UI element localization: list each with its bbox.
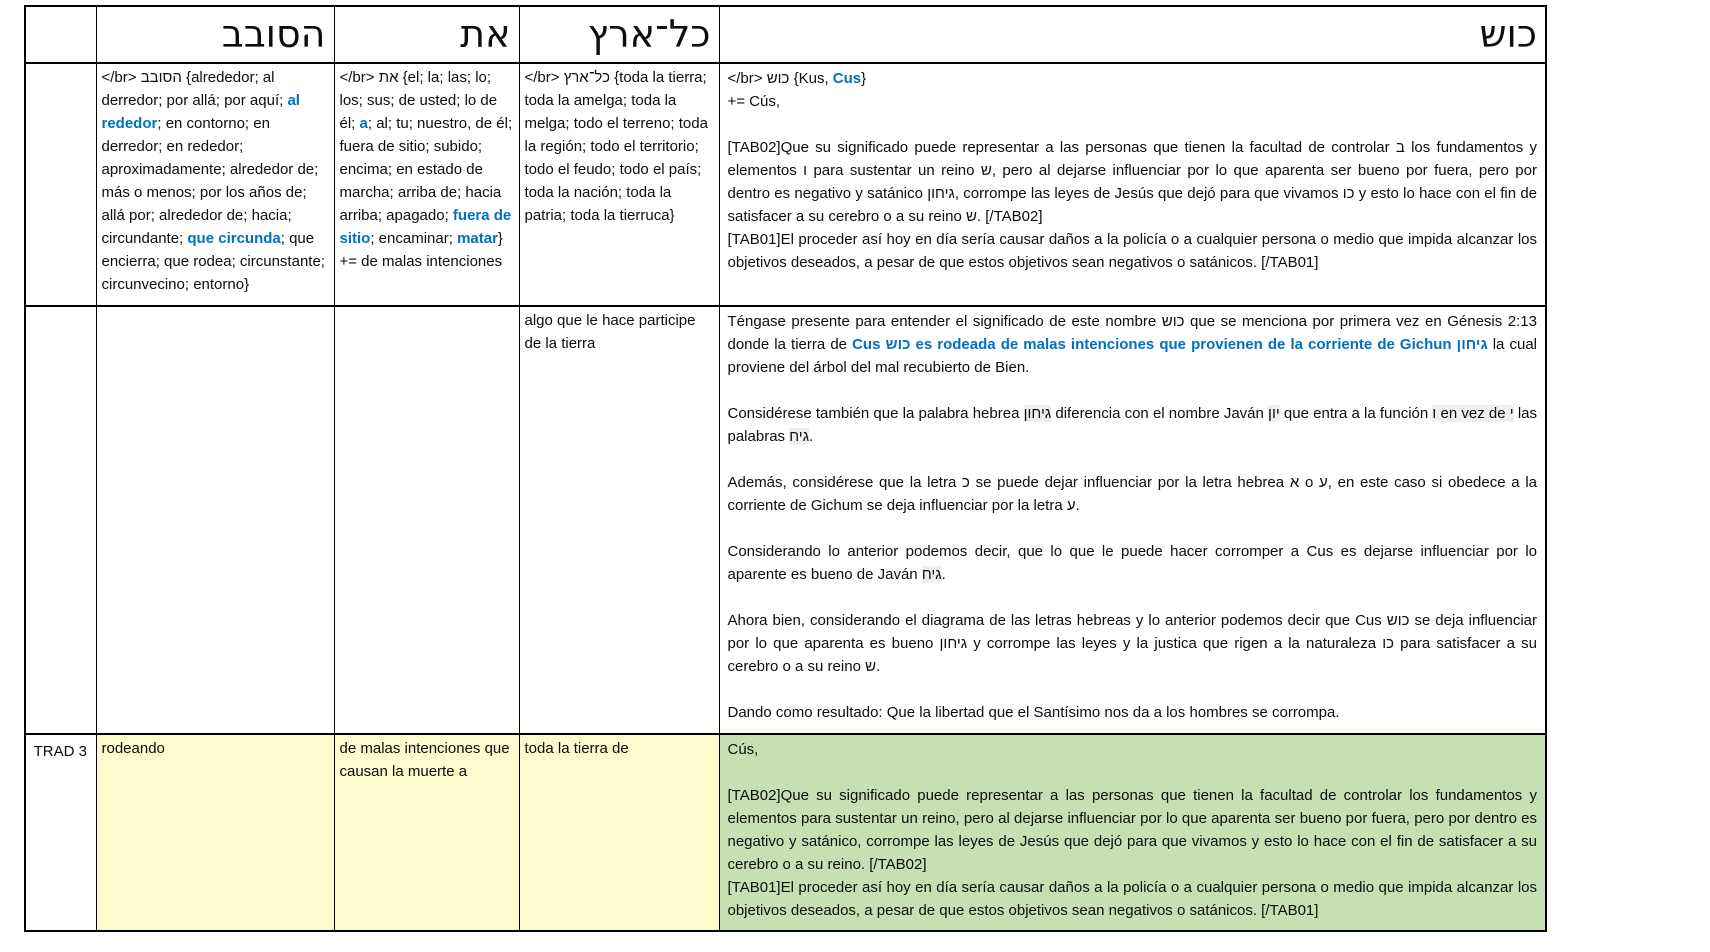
definition-kush-cell: </br> כוש {Kus, Cus} += Cús, [TAB02]Que su significado puede representar a las personas que tienen la facultad de controlar ב los fundamentos y elementos ו para sustentar un reino ש, pero al dejarse influenciar por lo que aparenta ser bueno por fuera, pero por dentro es negativo y satánico גיחון, corrompe las leyes de Jesús que dejó para que vivamos כו y esto lo hace con el fin de satisfacer a su cerebro o a su reino ש. [/TAB02] [TAB01]El proceder así hoy en día sería causar daños a la policía o a cualquier persona o medio que impida alcanzar los objetivos deseados, a pesar de que estos objetivos sean negativos o satánicos. [/TAB01] [719, 63, 1546, 306]
header-row [25, 6, 1546, 63]
definition-et-cell: </br> את {el; la; las; lo; los; sus; de usted; lo de él; a; al; tu; nuestro, de él; fuera de sitio; subido; encima; en estado de marcha; arriba de; hacia arriba; apagado; fuera de sitio; encaminar; matar} += de malas intenciones [334, 63, 519, 306]
definitions-label-cell [25, 63, 96, 306]
header-hasovev: הסובב [96, 6, 334, 63]
trad3-hasovev-cell: rodeando [96, 734, 334, 931]
commentary-row [25, 306, 1546, 734]
header-et: את [334, 6, 519, 63]
commentary-et-cell [334, 306, 519, 734]
definition-kol-aretz-cell: </br> כל־ארץ {toda la tierra; toda la amelga; toda la melga; todo el terreno; toda la región; todo el territorio; todo el feudo; todo el país; toda la nación; toda la patria; toda la tierruca} [519, 63, 719, 306]
header-kol-aretz: כל־ארץ [519, 6, 719, 63]
commentary-hasovev-cell [96, 306, 334, 734]
trad3-kush-cell: Cús, [TAB02]Que su significado puede representar a las personas que tienen la facultad de controlar los fundamentos y elementos para sustentar un reino, pero al dejarse influenciar por lo que aparenta ser bueno por fuera, pero por dentro es negativo y satánico, corrompe las leyes de Jesús que dejó para que vivamos y esto lo hace con el fin de satisfacer a su cerebro o a su reino. [/TAB02] [TAB01]El proceder así hoy en día sería causar daños a la policía o a cualquier persona o medio que impida alcanzar los objetivos deseados, a pesar de que estos objetivos sean negativos o satánicos. [/TAB01] [719, 734, 1546, 931]
header-kush: כוש [719, 6, 1546, 63]
trad3-kol-aretz-cell: toda la tierra de [519, 734, 719, 931]
header-empty-cell [25, 6, 96, 63]
lexicon-translation-table [24, 5, 1547, 932]
definition-hasovev-cell: </br> הסובב {alrededor; al derredor; por allá; por aquí; al rededor; en contorno; en derredor; en rededor; aproximadamente; alrededor de; más o menos; por los años de; allá por; alrededor de; hacia; circundante; que circunda; que encierra; que rodea; circunstante; circunvecino; entorno} [96, 63, 334, 306]
trad3-label-cell: TRAD 3 [25, 734, 96, 931]
commentary-kush-cell: Téngase presente para entender el significado de este nombre כוש que se menciona por primera vez en Génesis 2:13 donde la tierra de Cus כוש es rodeada de malas intenciones que provienen de la corriente de Gichun גיחון la cual proviene del árbol del mal recubierto de Bien. Considérese también que la palabra hebrea גיחון diferencia con el nombre Javán יון que entra a la función ו en vez de י las palabras גיח. Además, considérese que la letra כ se puede dejar influenciar por la letra hebrea א o ע, en este caso si obedece a la corriente de Gichum se deja influenciar por la letra ע. Considerando lo anterior podemos decir, que lo que le puede hacer corromper a Cus es dejarse influenciar por lo aparente es bueno de Javán גיח. Ahora bien, considerando el diagrama de las letras hebreas y lo anterior podemos decir que Cus כוש se deja influenciar por lo que aparenta es bueno גיחון y corrompe las leyes y la justica que rigen a la naturaleza כו para satisfacer a su cerebro o a su reino ש. Dando como resultado: Que la libertad que el Santísimo nos da a los hombres se corrompa. [719, 306, 1546, 734]
definitions-row [25, 63, 1546, 306]
commentary-kol-aretz-cell: algo que le hace participe de la tierra [519, 306, 719, 734]
trad3-et-cell: de malas intenciones que causan la muerte a [334, 734, 519, 931]
trad3-row [25, 734, 1546, 931]
commentary-label-cell [25, 306, 96, 734]
